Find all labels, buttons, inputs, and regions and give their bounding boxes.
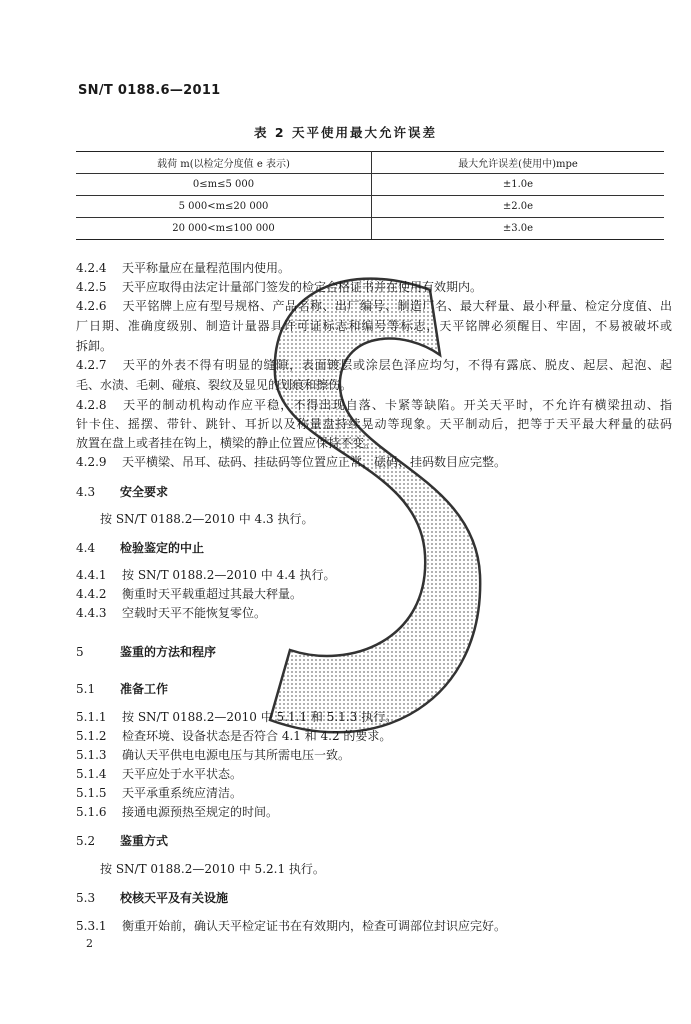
clause-4-2-6 xyxy=(76,297,672,314)
clause-number: 5.3.1 xyxy=(76,919,107,933)
clause-5-3-1 xyxy=(76,917,672,934)
clause-text: 天平承重系统应清洁。 xyxy=(122,786,243,800)
document-header: SN/T 0188.6—2011 xyxy=(78,83,221,98)
section-number: 5.3 xyxy=(76,891,96,905)
clause-text: 衡重时天平载重超过其最大秤量。 xyxy=(122,587,303,601)
section-number: 4.4 xyxy=(76,541,96,555)
clause-5-1-1 xyxy=(76,708,672,725)
clause-4-2-5 xyxy=(76,278,672,295)
section-title: 准备工作 xyxy=(120,682,169,696)
clause-text: 天平的外表不得有明显的缝隙，表面镀层或涂层色泽应均匀，不得有露底、脱皮、起层、起泡、起 xyxy=(122,358,672,372)
clause-4-2-4 xyxy=(76,259,672,276)
clause-text: 按 SN/T 0188.2—2010 中 5.1.1 和 5.1.3 执行。 xyxy=(122,710,398,724)
section-number: 4.3 xyxy=(76,485,96,499)
clause-number: 4.2.7 xyxy=(76,358,107,372)
clause-5-1-4 xyxy=(76,765,672,782)
table-cell: 20 000<m≤100 000 xyxy=(76,218,372,240)
clause-text: 空载时天平不能恢复零位。 xyxy=(122,606,267,620)
clause-text: 天平的制动机构动作应平稳，不得出现自落、卡紧等缺陷。开关天平时，不允许有横梁扭动、指 xyxy=(122,398,672,412)
clause-text-continued: 拆卸。 xyxy=(76,339,113,353)
clause-number: 4.4.3 xyxy=(76,606,107,620)
clause-text: 检查环境、设备状态是否符合 4.1 和 4.2 的要求。 xyxy=(122,729,392,743)
clause-4-2-7 xyxy=(76,356,672,373)
clause-text: 按 SN/T 0188.2—2010 中 4.4 执行。 xyxy=(122,568,336,582)
clause-4-4-3 xyxy=(76,604,672,621)
section-5-3-heading xyxy=(76,889,672,906)
clause-number: 5.1.3 xyxy=(76,748,107,762)
clause-text-continued: 厂日期、准确度级别、制造计量器具许可证标志和编号等标志，天平铭牌必须醒目、牢固，不易被破坏或 xyxy=(76,319,672,333)
table-cell: ±1.0e xyxy=(372,174,665,196)
clause-text: 天平应处于水平状态。 xyxy=(122,767,243,781)
paragraph-4-3: 按 SN/T 0188.2—2010 中 4.3 执行。 xyxy=(100,512,314,526)
clause-number: 4.2.5 xyxy=(76,280,107,294)
table-row xyxy=(76,196,664,218)
section-title: 校核天平及有关设施 xyxy=(120,891,229,905)
table-row xyxy=(76,218,664,240)
clause-4-2-8 xyxy=(76,396,672,413)
section-number: 5 xyxy=(76,645,84,659)
table-header-cell: 最大允许误差(使用中)mpe xyxy=(372,152,665,174)
clause-4-4-2 xyxy=(76,585,672,602)
max-permissible-error-table xyxy=(76,151,664,240)
paragraph-5-2: 按 SN/T 0188.2—2010 中 5.2.1 执行。 xyxy=(100,862,325,876)
section-4-4-heading xyxy=(76,539,672,556)
table-cell: 5 000<m≤20 000 xyxy=(76,196,372,218)
clause-number: 4.2.6 xyxy=(76,299,107,313)
clause-text: 衡重开始前，确认天平检定证书在有效期内，检查可调部位封识应完好。 xyxy=(122,919,507,933)
table-row xyxy=(76,174,664,196)
clause-number: 4.4.1 xyxy=(76,568,107,582)
section-title: 安全要求 xyxy=(120,485,169,499)
section-number: 5.1 xyxy=(76,682,96,696)
section-title: 鉴重方式 xyxy=(120,834,169,848)
section-5-heading xyxy=(76,643,672,660)
section-title: 检验鉴定的中止 xyxy=(120,541,205,555)
clause-text-continued: 毛、水渍、毛刺、碰痕、裂纹及显见的划痕和擦伤。 xyxy=(76,378,353,392)
clause-number: 5.1.6 xyxy=(76,805,107,819)
clause-number: 4.2.9 xyxy=(76,455,107,469)
clause-number: 4.4.2 xyxy=(76,587,107,601)
section-title: 鉴重的方法和程序 xyxy=(120,645,217,659)
table-cell: ±3.0e xyxy=(372,218,665,240)
clause-text: 天平应取得由法定计量部门签发的检定合格证书并在使用有效期内。 xyxy=(122,280,483,294)
clause-number: 5.1.1 xyxy=(76,710,107,724)
clause-number: 5.1.4 xyxy=(76,767,107,781)
clause-4-4-1 xyxy=(76,566,672,583)
table-cell: ±2.0e xyxy=(372,196,665,218)
clause-5-1-6 xyxy=(76,803,672,820)
clause-text: 天平称量应在量程范围内使用。 xyxy=(122,261,291,275)
table-caption: 表 2 天平使用最大允许误差 xyxy=(254,125,437,140)
table-header-cell: 载荷 m(以检定分度值 e 表示) xyxy=(76,152,372,174)
clause-5-1-3 xyxy=(76,746,672,763)
clause-text: 接通电源预热至规定的时间。 xyxy=(122,805,279,819)
section-4-3-heading xyxy=(76,483,672,500)
section-number: 5.2 xyxy=(76,834,96,848)
clause-text: 天平铭牌上应有型号规格、产品名称、出厂编号、制造厂名、最大秤量、最小秤量、检定分度值、出 xyxy=(122,299,672,313)
table-cell: 0≤m≤5 000 xyxy=(76,174,372,196)
section-5-1-heading xyxy=(76,680,672,697)
page-number: 2 xyxy=(86,937,93,950)
clause-5-1-5 xyxy=(76,784,672,801)
clause-5-1-2 xyxy=(76,727,672,744)
clause-text-continued: 针卡住、摇摆、带针、跳针、耳折以及称量盘持续晃动等现象。天平制动后，把等于天平最大秤量的砝码 xyxy=(76,417,672,431)
clause-text: 天平横梁、吊耳、砝码、挂砝码等位置应正常，砝码、挂码数目应完整。 xyxy=(122,455,507,469)
clause-number: 4.2.4 xyxy=(76,261,107,275)
clause-4-2-9 xyxy=(76,453,672,470)
section-5-2-heading xyxy=(76,832,672,849)
clause-text-continued: 放置在盘上或者挂在钩上，横梁的静止位置应保持不变。 xyxy=(76,436,377,450)
clause-text: 确认天平供电电源电压与其所需电压一致。 xyxy=(122,748,351,762)
clause-number: 4.2.8 xyxy=(76,398,107,412)
table-header-row xyxy=(76,152,664,174)
clause-number: 5.1.2 xyxy=(76,729,107,743)
clause-number: 5.1.5 xyxy=(76,786,107,800)
